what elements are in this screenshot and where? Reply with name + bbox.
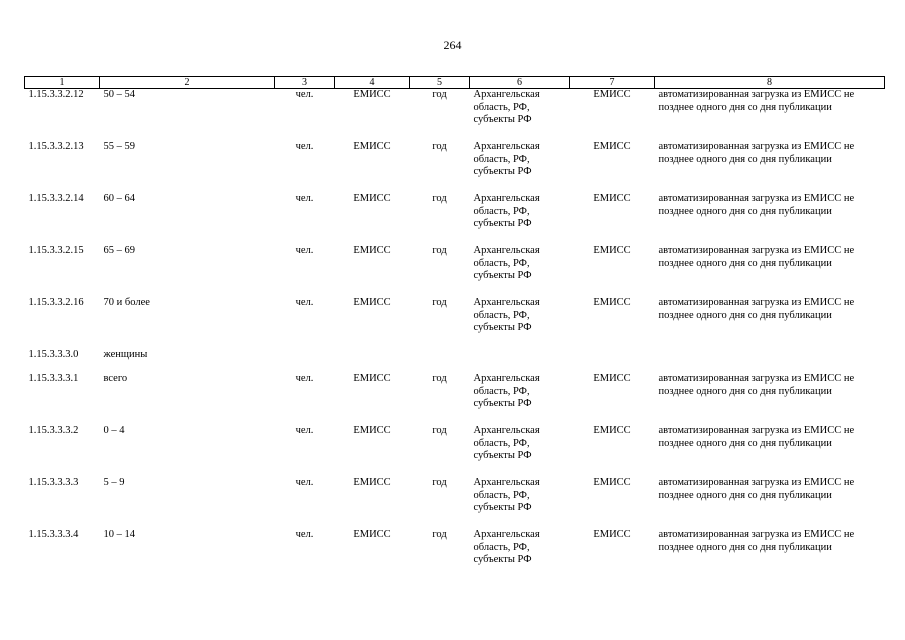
indicator-code: 1.15.3.3.2.14 [28,193,84,204]
indicator-name: всего [103,373,128,384]
source-system: ЕМИСС [593,373,631,384]
data-source: ЕМИСС [353,89,391,100]
indicator-name: 0 – 4 [103,425,125,436]
indicator-unit: чел. [295,141,314,152]
indicator-code: 1.15.3.3.2.15 [28,245,84,256]
indicator-unit: чел. [295,245,314,256]
data-source: ЕМИСС [353,297,391,308]
table-row [25,141,885,193]
indicator-code: 1.15.3.3.2.16 [28,297,84,308]
periodicity: год [432,529,447,540]
periodicity: год [432,245,447,256]
indicator-unit: чел. [295,193,314,204]
indicator-code: 1.15.3.3.3.3 [28,477,79,488]
indicator-code: 1.15.3.3.3.4 [28,529,79,540]
source-system [570,349,655,373]
data-source: ЕМИСС [353,425,391,436]
data-source: ЕМИСС [353,193,391,204]
update-method: автоматизированная загрузка из ЕМИСС не позднее одного дня со дня публикации [658,477,855,501]
indicator-unit: чел. [295,477,314,488]
indicator-name: 50 – 54 [103,89,135,100]
territory-level: Архангельская область, РФ, субъекты РФ [473,193,540,229]
column-header-7: 7 [570,77,655,89]
periodicity: год [432,141,447,152]
source-system: ЕМИСС [593,89,631,100]
data-source: ЕМИСС [353,141,391,152]
column-header-2: 2 [100,77,275,89]
periodicity: год [432,89,447,100]
territory-level: Архангельская область, РФ, субъекты РФ [473,89,540,125]
periodicity: год [432,297,447,308]
indicator-unit: чел. [295,425,314,436]
table-row [25,245,885,297]
update-method: автоматизированная загрузка из ЕМИСС не позднее одного дня со дня публикации [658,193,855,217]
source-system: ЕМИСС [593,477,631,488]
table-row [25,297,885,349]
indicator-name: женщины [103,349,148,360]
territory-level [470,349,570,373]
update-method: автоматизированная загрузка из ЕМИСС не позднее одного дня со дня публикации [658,425,855,449]
update-method [655,349,885,373]
source-system: ЕМИСС [593,529,631,540]
table-row [25,89,885,142]
indicator-name: 60 – 64 [103,193,135,204]
source-system: ЕМИСС [593,425,631,436]
indicator-name: 55 – 59 [103,141,135,152]
territory-level: Архангельская область, РФ, субъекты РФ [473,373,540,409]
periodicity: год [432,425,447,436]
periodicity: год [432,193,447,204]
table-header-row [25,77,885,89]
indicator-code: 1.15.3.3.3.0 [28,349,79,360]
update-method: автоматизированная загрузка из ЕМИСС не позднее одного дня со дня публикации [658,245,855,269]
territory-level: Архангельская область, РФ, субъекты РФ [473,245,540,281]
indicator-code: 1.15.3.3.3.1 [28,373,79,384]
update-method: автоматизированная загрузка из ЕМИСС не позднее одного дня со дня публикации [658,373,855,397]
column-header-4: 4 [335,77,410,89]
column-header-1: 1 [25,77,100,89]
indicator-name: 10 – 14 [103,529,135,540]
indicator-name: 70 и более [103,297,150,308]
column-header-6: 6 [470,77,570,89]
update-method: автоматизированная загрузка из ЕМИСС не позднее одного дня со дня публикации [658,529,855,553]
update-method: автоматизированная загрузка из ЕМИСС не позднее одного дня со дня публикации [658,141,855,165]
table-row-section [25,349,885,373]
indicator-unit [275,349,335,373]
indicator-code: 1.15.3.3.3.2 [28,425,79,436]
table-row [25,193,885,245]
source-system: ЕМИСС [593,193,631,204]
update-method: автоматизированная загрузка из ЕМИСС не позднее одного дня со дня публикации [658,89,855,113]
indicator-name: 65 – 69 [103,245,135,256]
source-system: ЕМИСС [593,245,631,256]
data-source: ЕМИСС [353,529,391,540]
table-row [25,529,885,581]
update-method: автоматизированная загрузка из ЕМИСС не позднее одного дня со дня публикации [658,297,855,321]
column-header-5: 5 [410,77,470,89]
source-system: ЕМИСС [593,297,631,308]
periodicity [410,349,470,373]
source-system: ЕМИСС [593,141,631,152]
territory-level: Архангельская область, РФ, субъекты РФ [473,425,540,461]
indicator-unit: чел. [295,373,314,384]
data-source [335,349,410,373]
territory-level: Архангельская область, РФ, субъекты РФ [473,297,540,333]
table-row [25,425,885,477]
data-source: ЕМИСС [353,245,391,256]
indicator-unit: чел. [295,297,314,308]
table-row [25,373,885,425]
territory-level: Архангельская область, РФ, субъекты РФ [473,477,540,513]
indicator-code: 1.15.3.3.2.12 [28,89,84,100]
page-number: 264 [443,38,462,52]
indicator-unit: чел. [295,89,314,100]
indicator-code: 1.15.3.3.2.13 [28,141,84,152]
territory-level: Архангельская область, РФ, субъекты РФ [473,141,540,177]
data-source: ЕМИСС [353,477,391,488]
territory-level: Архангельская область, РФ, субъекты РФ [473,529,540,565]
indicator-table [24,76,885,581]
periodicity: год [432,477,447,488]
column-header-8: 8 [655,77,885,89]
column-header-3: 3 [275,77,335,89]
periodicity: год [432,373,447,384]
indicator-unit: чел. [295,529,314,540]
data-source: ЕМИСС [353,373,391,384]
table-row [25,477,885,529]
indicator-name: 5 – 9 [103,477,125,488]
